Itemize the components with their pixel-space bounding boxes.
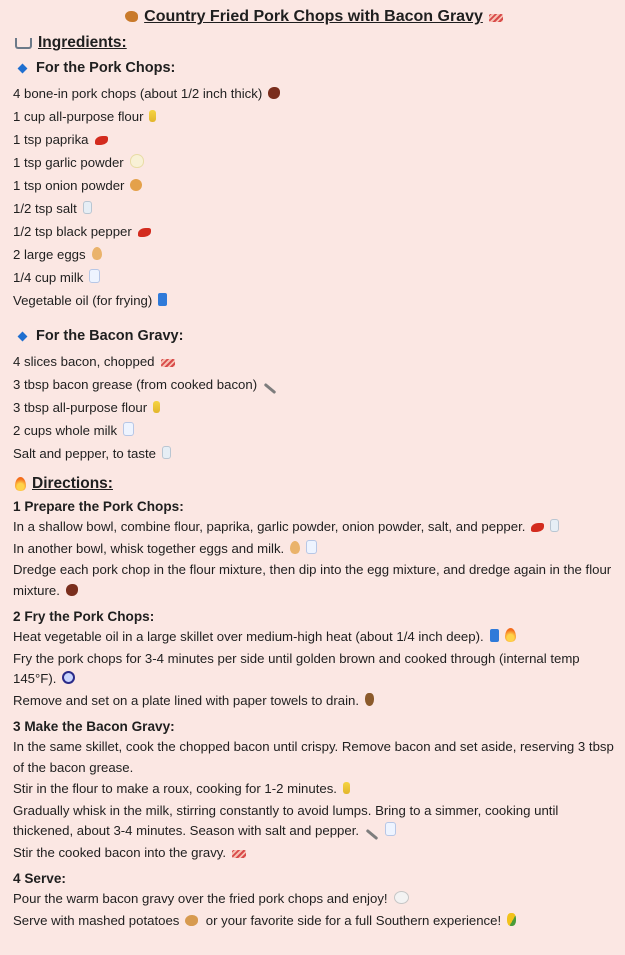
list-item: 2 large eggs (13, 243, 615, 266)
corn-icon (153, 401, 160, 413)
list-item: 4 slices bacon, chopped (13, 350, 615, 373)
salt-shaker-icon (550, 519, 559, 532)
list-item: 1 tsp paprika (13, 128, 615, 151)
recipe-title: Country Fried Pork Chops with Bacon Gravy (144, 8, 483, 25)
list-item: 4 bone-in pork chops (about 1/2 inch thick) (13, 82, 615, 105)
step-2 (13, 609, 615, 711)
milk-glass-icon (385, 822, 396, 836)
milk-glass-icon (89, 269, 100, 283)
list-item: 2 cups whole milk (13, 419, 615, 442)
ingredients-heading: Ingredients: (38, 34, 127, 51)
list-item: 3 tbsp bacon grease (from cooked bacon) (13, 373, 615, 396)
corn-icon (343, 782, 350, 794)
directions-header (15, 475, 615, 493)
egg-icon (92, 247, 102, 260)
step-1 (13, 499, 615, 601)
onion-icon (130, 179, 142, 191)
milk-glass-icon (123, 422, 134, 436)
step-line: Stir in the flour to make a roux, cooking for 1-2 minutes. (13, 779, 615, 800)
spoon-icon (366, 829, 379, 840)
list-item: 1/4 cup milk (13, 266, 615, 289)
step-heading: 4 Serve: (13, 871, 66, 886)
step-line: Dredge each pork chop in the flour mixture, then dip into the egg mixture, and dredge again in the flour mixture. (13, 562, 612, 598)
step-line: Gradually whisk in the milk, stirring constantly to avoid lumps. Bring to a simmer, cooking until thickened, about 3-4 minutes. Season with salt and pepper. (13, 801, 615, 842)
step-line: In a shallow bowl, combine flour, paprika, garlic powder, onion powder, salt, and pepper. (13, 517, 615, 538)
bacon-icon (232, 850, 246, 858)
chili-pepper-icon (531, 523, 544, 532)
list-item: Salt and pepper, to taste (13, 442, 615, 465)
ear-of-corn-icon (507, 913, 516, 926)
bacon-gravy-heading: For the Bacon Gravy: (36, 328, 184, 344)
milk-glass-icon (306, 540, 317, 554)
corn-icon (149, 110, 156, 122)
bacon-icon (161, 359, 175, 367)
chili-pepper-icon (138, 228, 151, 237)
step-line: In the same skillet, cook the chopped bacon until crispy. Remove bacon and set aside, reserving 3 tbsp of the bacon grease. (13, 739, 614, 775)
list-item: 3 tbsp all-purpose flour (13, 396, 615, 419)
oil-drum-icon (158, 293, 167, 306)
recipe-title-row (13, 8, 615, 26)
step-line: Remove and set on a plate lined with paper towels to drain. (13, 691, 615, 712)
step-line: Stir the cooked bacon into the gravy. (13, 843, 615, 864)
blue-diamond-icon (18, 331, 28, 341)
salt-shaker-icon (162, 446, 171, 459)
step-heading: 2 Fry the Pork Chops: (13, 609, 155, 624)
step-4 (13, 871, 615, 931)
bacon-gravy-subheader (17, 328, 615, 344)
salt-shaker-icon (83, 201, 92, 214)
bacon-icon (489, 14, 503, 22)
cut-of-meat-icon (268, 87, 280, 99)
step-line: Fry the pork chops for 3-4 minutes per side until golden brown and cooked through (internal temp 145°F). (13, 650, 580, 686)
cut-of-meat-icon (66, 584, 78, 596)
gravy-ingredient-list (13, 350, 615, 465)
fire-icon (505, 628, 516, 642)
step-line: Pour the warm bacon gravy over the fried pork chops and enjoy! (13, 889, 615, 910)
step-heading: 3 Make the Bacon Gravy: (13, 719, 175, 734)
directions-heading: Directions: (32, 475, 113, 492)
list-item: 1/2 tsp black pepper (13, 220, 615, 243)
shopping-cart-icon (15, 38, 32, 49)
pork-chops-subheader (17, 60, 615, 76)
step-heading: 1 Prepare the Pork Chops: (13, 499, 184, 514)
list-item: Vegetable oil (for frying) (13, 289, 615, 312)
step-line: Serve with mashed potatoes or your favorite side for a full Southern experience! (13, 911, 615, 932)
oil-drum-icon (490, 629, 499, 642)
amphora-icon (365, 693, 374, 706)
list-item: 1 tsp garlic powder (13, 151, 615, 174)
plate-with-cutlery-icon (394, 891, 409, 904)
garlic-icon (130, 154, 144, 168)
list-item: 1 tsp onion powder (13, 174, 615, 197)
magnifying-glass-icon (62, 671, 75, 684)
step-3 (13, 719, 615, 863)
pork-chops-heading: For the Pork Chops: (36, 60, 176, 76)
potato-icon (185, 915, 198, 926)
step-line: Heat vegetable oil in a large skillet over medium-high heat (about 1/4 inch deep). (13, 627, 615, 648)
blue-diamond-icon (18, 63, 28, 73)
list-item: 1 cup all-purpose flour (13, 105, 615, 128)
chili-pepper-icon (95, 136, 108, 145)
ingredients-header (15, 34, 615, 52)
poultry-leg-icon (125, 11, 138, 22)
list-item: 1/2 tsp salt (13, 197, 615, 220)
spoon-icon (264, 383, 277, 394)
fire-icon (15, 477, 26, 491)
pork-ingredient-list (13, 82, 615, 312)
step-line: In another bowl, whisk together eggs and milk. (13, 539, 615, 560)
egg-icon (290, 541, 300, 554)
